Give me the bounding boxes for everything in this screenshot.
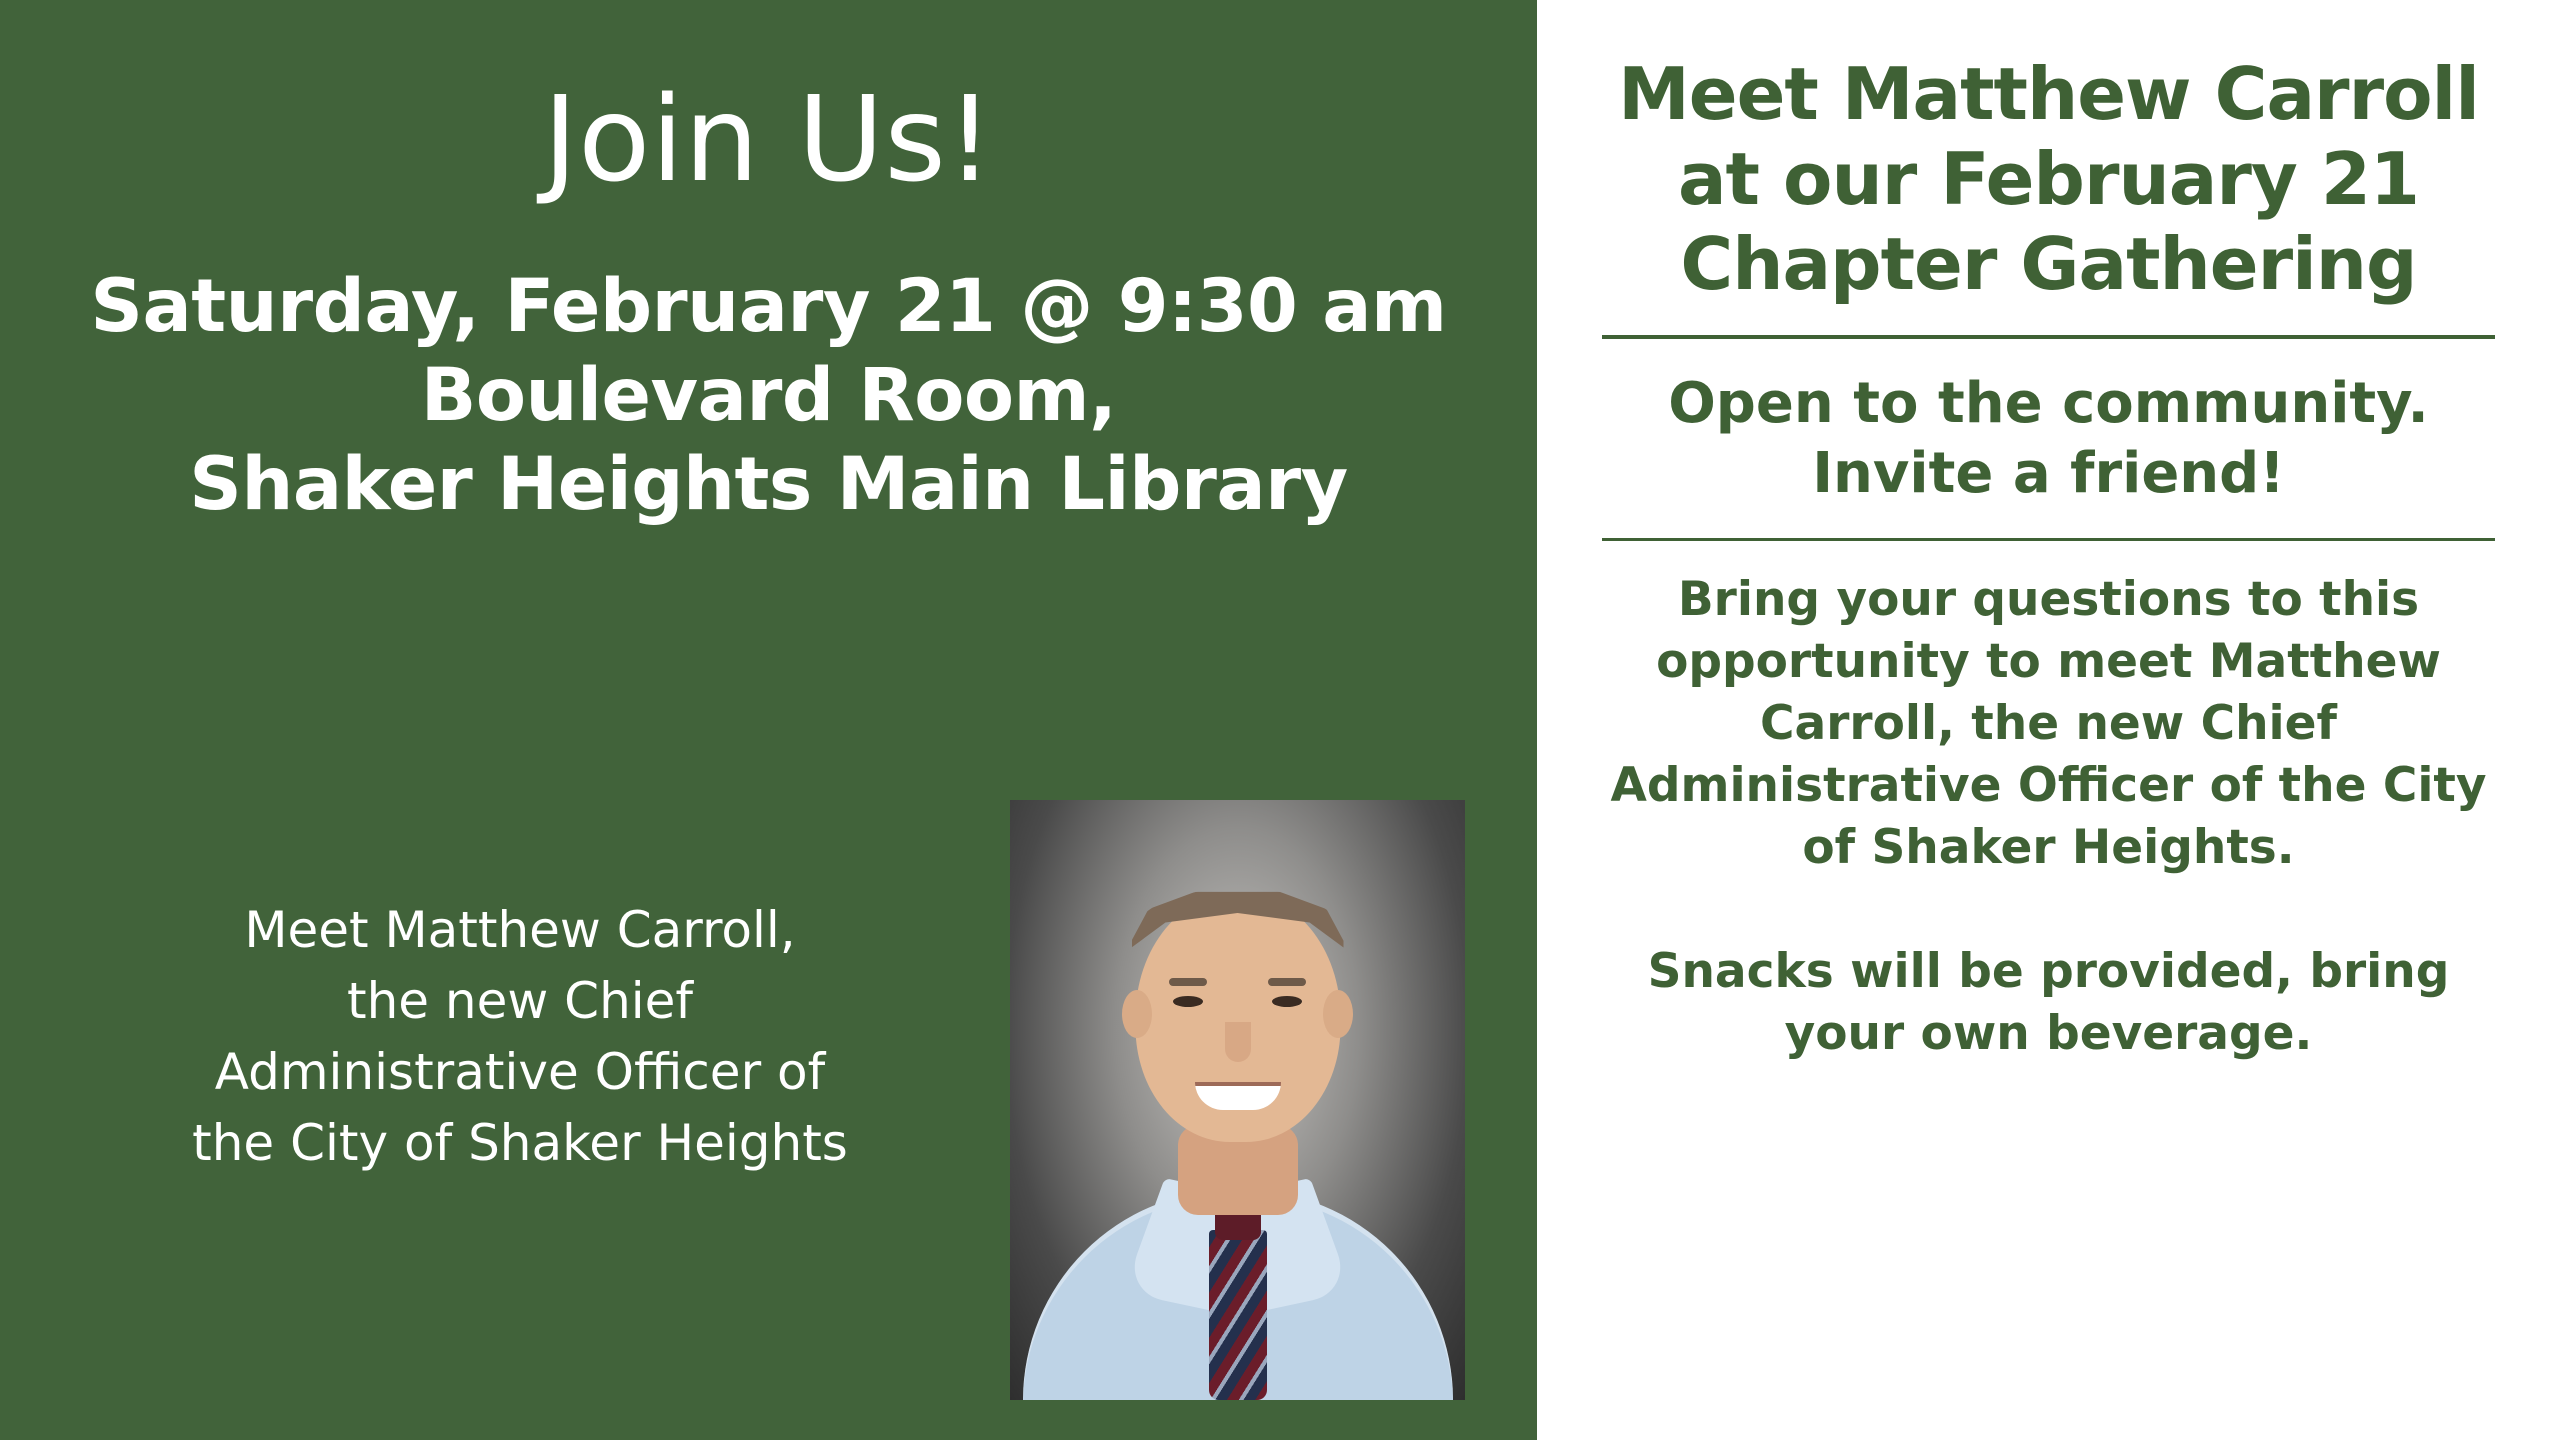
event-date-time: Saturday, February 21 @ 9:30 am: [90, 263, 1447, 349]
portrait-ear-right: [1323, 990, 1353, 1038]
guest-description-line-4: the City of Shaker Heights: [192, 1114, 848, 1172]
guest-description: [0, 800, 1000, 1179]
event-details-block: [0, 202, 1537, 529]
right-title-line-1: Meet Matthew Carroll: [1618, 52, 2479, 136]
left-lower-row: [0, 800, 1537, 1400]
divider-top: [1602, 335, 2495, 339]
join-us-headline: Join Us!: [542, 70, 995, 208]
portrait-eyebrow-right: [1268, 978, 1306, 986]
guest-description-line-2: the new Chief: [346, 972, 694, 1030]
right-title-line-3: Chapter Gathering: [1680, 221, 2417, 306]
portrait-necktie: [1209, 1230, 1267, 1400]
right-body-paragraph-1: Bring your questions to this opportunity to meet Matthew Carroll, the new Chief Administrative Officer of the City of Shaker Heights.: [1610, 571, 2487, 876]
right-title-line-2: at our February 21: [1677, 136, 2420, 221]
right-subtitle-line-1: Open to the community.: [1668, 370, 2429, 436]
portrait-nose: [1225, 1022, 1251, 1062]
right-body-paragraph-2: Snacks will be provided, bring your own beverage.: [1647, 944, 2450, 1062]
right-white-panel: [1537, 0, 2560, 1440]
event-venue: Shaker Heights Main Library: [189, 441, 1348, 527]
portrait-ear-left: [1122, 990, 1152, 1038]
portrait-eye-right: [1272, 996, 1302, 1007]
divider-bottom: [1602, 538, 2495, 541]
event-room: Boulevard Room,: [420, 352, 1117, 438]
portrait-eye-left: [1173, 996, 1203, 1007]
right-subtitle-block: [1592, 369, 2505, 510]
guest-description-line-1: Meet Matthew Carroll,: [244, 901, 796, 959]
guest-description-line-3: Administrative Officer of: [214, 1043, 826, 1101]
right-title-block: [1592, 52, 2505, 307]
speaker-portrait-photo: [1010, 800, 1465, 1400]
right-subtitle-line-2: Invite a friend!: [1812, 441, 2285, 507]
portrait-eyebrow-left: [1169, 978, 1207, 986]
portrait-wrapper: [1010, 800, 1465, 1400]
